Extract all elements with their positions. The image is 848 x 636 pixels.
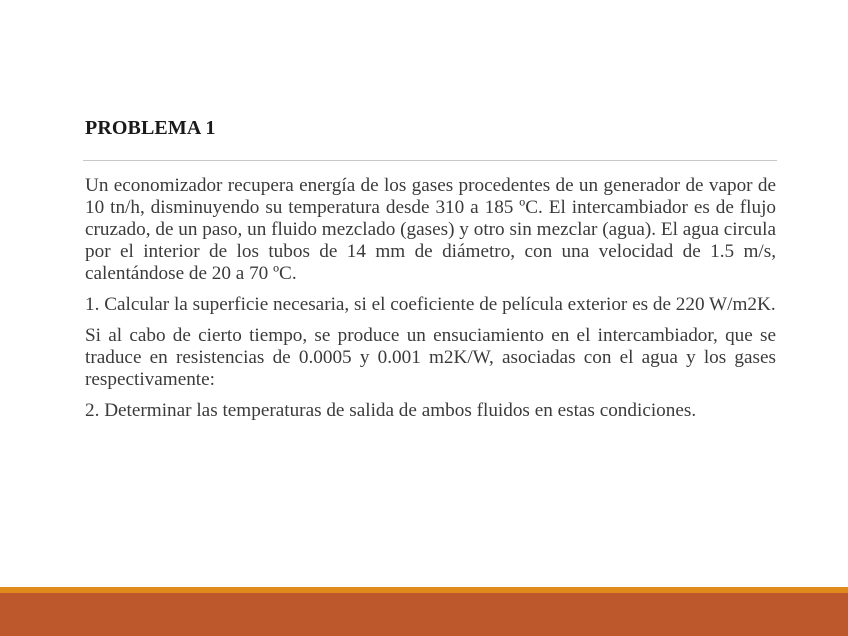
title-divider <box>83 160 777 161</box>
footer-band <box>0 593 848 636</box>
fouling-condition-paragraph: Si al cabo de cierto tiempo, se produce un ensuciamiento en el intercambiador, que se traduce en resistencias de 0.0005 y 0.001 m2K/W, asociadas con el agua y los gases respectivamente: <box>85 325 776 390</box>
question-1-paragraph: 1. Calcular la superficie necesaria, si el coeficiente de película exterior es de 220 W/m2K. <box>85 294 776 315</box>
problem-statement-paragraph: Un economizador recupera energía de los gases procedentes de un generador de vapor de 10 tn/h, disminuyendo su temperatura desde 310 a 185 ºC. El intercambiador es de flujo cruzado, de un paso, un fluido mezclado (gases) y otro sin mezclar (agua). El agua circula por el interior de los tubos de 14 mm de diámetro, con una velocidad de 1.5 m/s, calentándose de 20 a 70 ºC. <box>85 175 776 284</box>
slide-title: PROBLEMA 1 <box>85 117 216 139</box>
slide-body <box>85 175 776 431</box>
question-2-paragraph: 2. Determinar las temperaturas de salida de ambos fluidos en estas condiciones. <box>85 400 697 421</box>
